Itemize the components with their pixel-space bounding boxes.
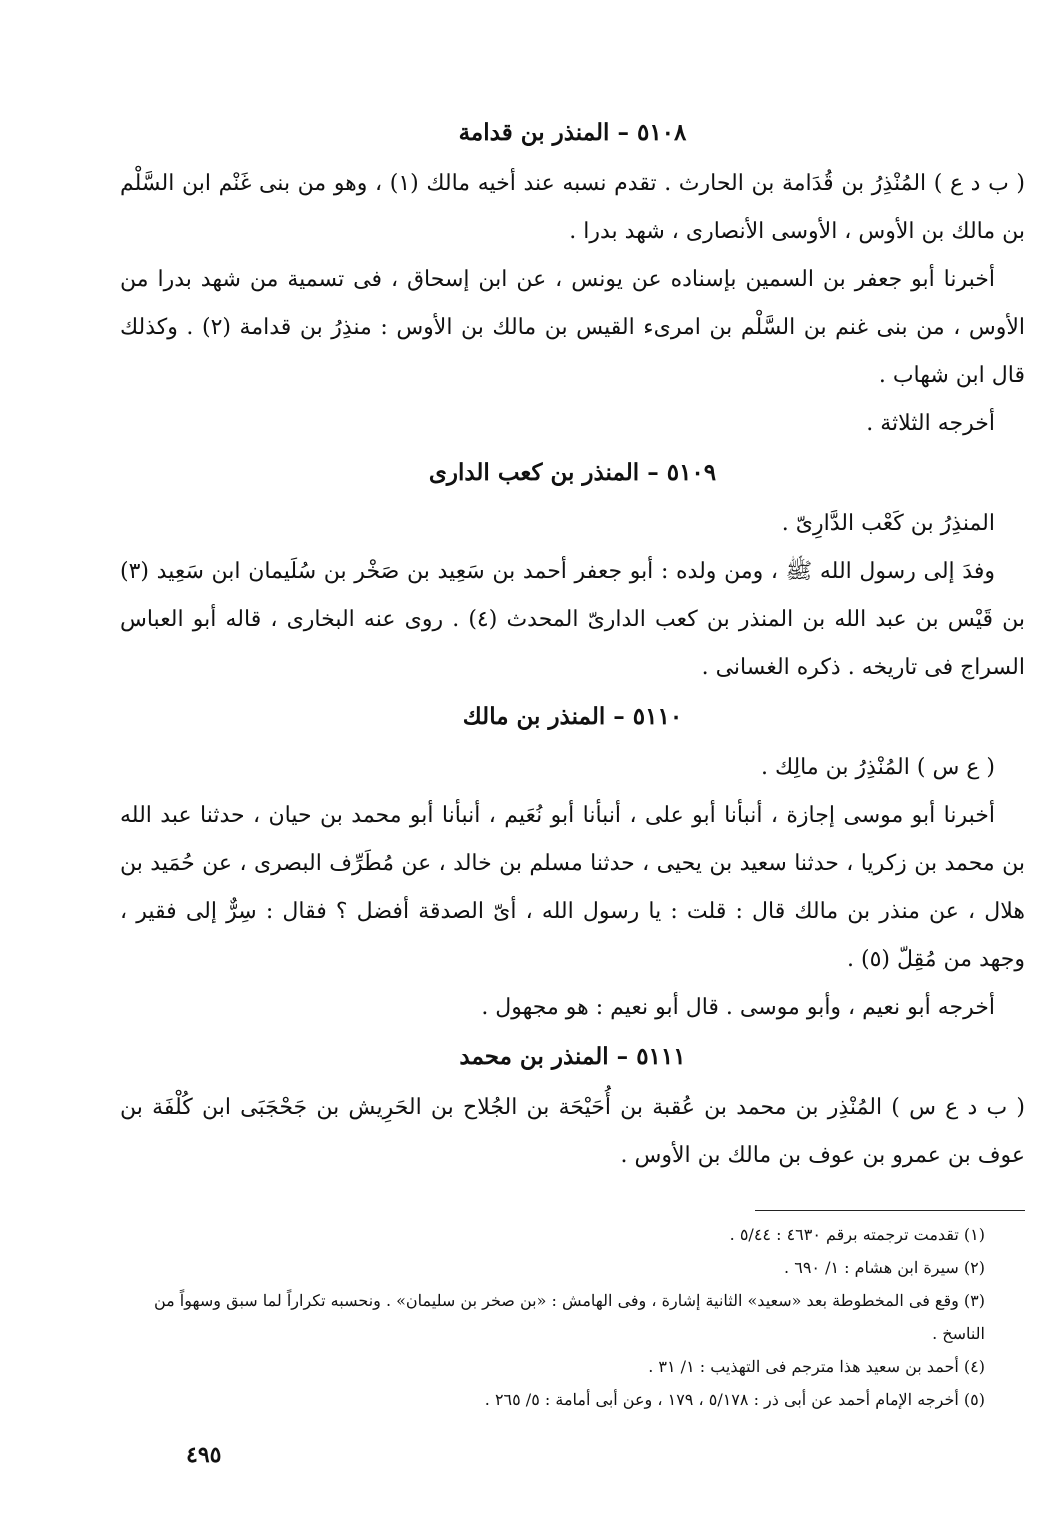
footnotes <box>140 1218 985 1416</box>
entry-paragraph: ( ب د ع س ) المُنْذِر بن محمد بن عُقبة بن أُحَيْحَة بن الجُلاح بن الحَرِيش بن جَحْجَبَى ابن كُلْفَة بن عوف بن عمرو بن عوف بن مالك بن الأوس . <box>120 1095 1025 1168</box>
entry-paragraph: وفدَ إلى رسول الله ﷺ ، ومن ولده : أبو جعفر أحمد بن سَعِيد بن صَخْر بن سُلَيمان ابن سَعِيد (٣) بن قَيْس بن عبد الله بن المنذر بن كعب الدارىّ المحدث (٤) . روى عنه البخارى ، قاله أبو العباس السراج فى تاريخه . ذكره الغسانى . <box>120 559 1026 680</box>
entry-heading: ٥١٠٩ – المنذر بن كعب الدارى <box>428 459 717 486</box>
footnote-2: (٢) سيرة ابن هشام : ١/ ٦٩٠ . <box>784 1258 985 1277</box>
footnote-divider <box>755 1210 1025 1211</box>
entry-paragraph: ( ع س ) المُنْذِرُ بن مالِك . <box>760 755 995 780</box>
entry-paragraph: أخبرنا أبو جعفر بن السمين بإسناده عن يونس ، عن ابن إسحاق ، فى تسمية من شهد بدرا من الأوس ، من بنى غنم بن السَّلْم بن امرىء القيس بن مالك بن الأوس : منذِرُ بن قدامة (٢) . وكذلك قال ابن شهاب . <box>120 267 1025 388</box>
entry-paragraph: أخبرنا أبو موسى إجازة ، أنبأنا أبو على ، أنبأنا أبو نُعَيم ، أنبأنا أبو محمد بن حيان ، حدثنا عبد الله بن محمد بن زكريا ، حدثنا سعيد بن يحيى ، حدثنا مسلم بن خالد ، عن مُطَرِّف البصرى ، عن حُمَيد بن هلال ، عن منذر بن مالك قال : قلت : يا رسول الله ، أىّ الصدقة أفضل ؟ فقال : سِرٌّ إلى فقير ، وجهد من مُقِلّ (٥) . <box>120 803 1025 972</box>
entry-heading: ٥١٠٨ – المنذر بن قدامة <box>458 119 687 146</box>
entry-paragraph: ( ب د ع ) المُنْذِرُ بن قُدَامة بن الحارث . تقدم نسبه عند أخيه مالك (١) ، وهو من بنى غَنْم ابن السَّلْم بن مالك بن الأوس ، الأوسى الأنصارى ، شهد بدرا . <box>120 171 1025 244</box>
entry-paragraph: المنذِرُ بن كَعْب الدَّارِىّ . <box>781 511 995 536</box>
entry-5109 <box>120 456 1025 692</box>
entry-5111 <box>120 1040 1025 1180</box>
entry-5108 <box>120 116 1025 448</box>
entry-5110 <box>120 700 1025 1032</box>
footnote-5: (٥) أخرجه الإمام أحمد عن أبى ذر : ٥/١٧٨ ، ١٧٩ ، وعن أبى أمامة : ٥/ ٢٦٥ . <box>484 1390 985 1409</box>
footnote-4: (٤) أحمد بن سعيد هذا مترجم فى التهذيب : ١/ ٣١ . <box>648 1357 985 1376</box>
page-body <box>120 108 1025 1180</box>
entry-paragraph: أخرجه الثلاثة . <box>866 411 995 436</box>
footnote-1: (١) تقدمت ترجمته برقم ٤٦٣٠ : ٥/٤٤ . <box>729 1225 985 1244</box>
entry-heading: ٥١١١ – المنذر بن محمد <box>459 1043 686 1070</box>
entry-heading: ٥١١٠ – المنذر بن مالك <box>462 703 683 730</box>
footnote-3: (٣) وقع فى المخطوطة بعد «سعيد» الثانية إشارة ، وفى الهامش : «بن صخر بن سليمان» . ونحسبه تكراراً لما سبق وسهواً من الناسخ . <box>153 1291 985 1343</box>
entry-paragraph: أخرجه أبو نعيم ، وأبو موسى . قال أبو نعيم : هو مجهول . <box>481 995 995 1020</box>
page-number: ٤٩٥ <box>186 1442 222 1468</box>
